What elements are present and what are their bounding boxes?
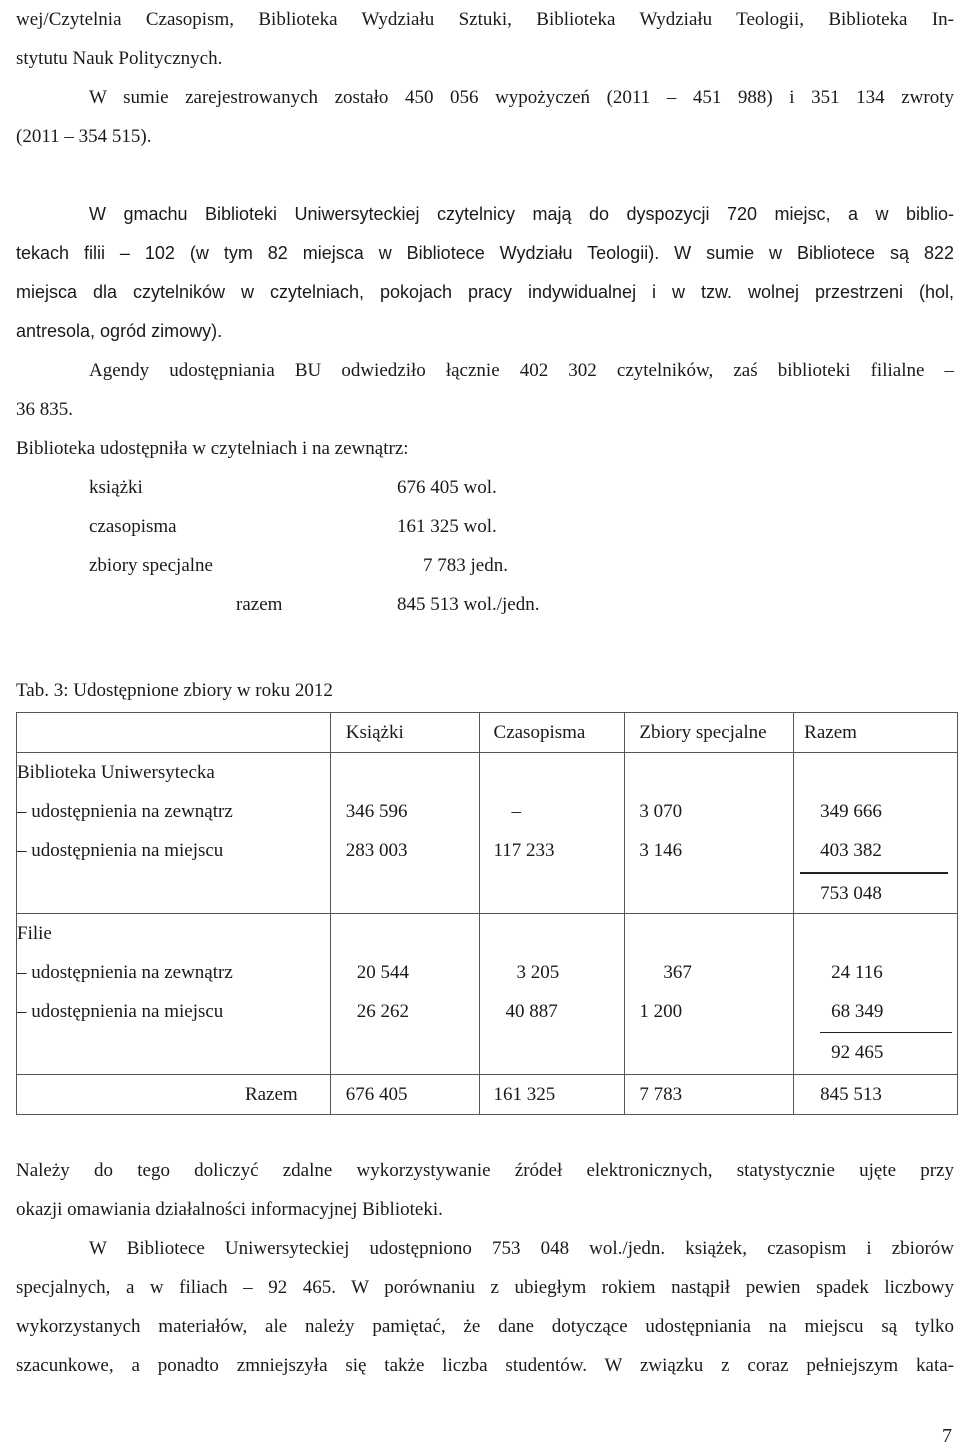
seats-line: tekach filii – 102 (w tym 82 miejsca w Bibliotece Wydziału Teologii). W sumie w Bibliotece są 822 [16,243,954,263]
section-label-cell [17,753,331,914]
special-value: 1 200 [639,1001,683,1022]
books-cell [330,914,479,1075]
subtotal-row [794,1031,957,1074]
books-value: 346 596 [345,801,408,822]
row-label: – udostępnienia na miejscu [17,1001,224,1022]
shared-collections-table [16,712,958,1115]
table-header-row [17,713,958,753]
seats-line: W gmachu Biblioteki Uniwersyteckiej czytelnicy mają do dyspozycji 720 miejsc, a w biblio- [89,204,954,224]
shared-item-label: razem [236,594,283,615]
visits-paragraph [16,351,954,429]
grand-total: 845 513 [794,1075,958,1115]
section-label-cell [17,914,331,1075]
periodicals-value: 40 887 [505,1001,558,1022]
outro-line: Należy do tego doliczyć zdalne wykorzystywanie źródeł elektronicznych, statystycznie ujęte przy [16,1160,954,1181]
special-value: 3 146 [639,840,683,861]
final-line: szacunkowe, a ponadto zmniejszyła się także liczba studentów. W związku z coraz pełniejszym kata- [16,1355,954,1376]
shared-item-value: 161 325 wol. [397,516,497,537]
header-cell: Czasopisma [479,713,625,753]
shared-item-value: 845 513 wol./jedn. [397,594,540,615]
shared-item-label: książki [89,477,143,498]
intro-line: stytutu Nauk Politycznych. [16,48,223,69]
outro-paragraph [16,1151,954,1229]
special-cell [625,753,794,914]
intro-line: wej/Czytelnia Czasopism, Biblioteka Wydziału Sztuki, Biblioteka Wydziału Teologii, Biblioteka In- [16,9,954,30]
header-cell: Książki [330,713,479,753]
header-cell: Razem [794,713,958,753]
total-cell [794,914,958,1075]
outro-line: okazji omawiania działalności informacyjnej Biblioteki. [16,1199,443,1220]
books-total: 676 405 [330,1075,479,1115]
shared-list [16,468,954,624]
final-line: wykorzystanych materiałów, ale należy pamiętać, że dane dotyczące udostępniania na miejscu są tylko [16,1316,954,1337]
header-cell: Zbiory specjalne [625,713,794,753]
subtotal-row [794,870,957,913]
periodicals-cell [479,914,625,1075]
row-label: – udostępnienia na zewnątrz [17,801,233,822]
loans-line: (2011 – 354 515). [16,126,152,147]
row-label: – udostępnienia na miejscu [17,840,224,861]
periodicals-value: 117 233 [493,840,555,861]
shared-item-value: 7 783 jedn. [423,555,508,576]
shared-item [16,468,954,507]
section-title: Biblioteka Uniwersytecka [17,762,215,783]
special-value: 3 070 [639,801,683,822]
blank-line [16,156,954,195]
section-title: Filie [17,923,52,944]
shared-item [16,546,954,585]
periodicals-value: 3 205 [516,962,560,983]
books-value: 283 003 [345,840,408,861]
row-label: – udostępnienia na zewnątrz [17,962,233,983]
total-value: 403 382 [820,840,882,861]
table-section-filie [17,914,958,1075]
books-value: 26 262 [356,1001,409,1022]
visits-line: Agendy udostępniania BU odwiedziło łącznie 402 302 czytelników, zaś biblioteki filialne – [89,360,954,381]
header-cell-empty [17,713,331,753]
periodicals-total: 161 325 [479,1075,625,1115]
table-section-bu [17,753,958,914]
subtotal-value: 753 048 [820,883,882,904]
final-line: W Bibliotece Uniwersyteckiej udostępniono 753 048 wol./jedn. książek, czasopism i zbiorów [89,1238,954,1259]
intro-paragraph [16,0,954,78]
special-cell [625,914,794,1075]
total-value: 68 349 [831,1001,884,1022]
shared-intro: Biblioteka udostępniła w czytelniach i na zewnątrz: [16,438,409,459]
loans-line: W sumie zarejestrowanych zostało 450 056 wypożyczeń (2011 – 451 988) i 351 134 zwroty [89,87,954,108]
visits-line: 36 835. [16,399,73,420]
books-value: 20 544 [356,962,409,983]
periodicals-cell [479,753,625,914]
table-caption: Tab. 3: Udostępnione zbiory w roku 2012 [16,680,333,701]
total-value: 24 116 [831,962,883,983]
shared-item-label: czasopisma [89,516,177,537]
total-label: Razem [17,1075,331,1115]
total-cell [794,753,958,914]
table-total-row [17,1075,958,1115]
shared-item-total [16,585,954,624]
shared-item-value: 676 405 wol. [397,477,497,498]
subtotal-value: 92 465 [831,1042,884,1063]
total-value: 349 666 [820,801,882,822]
loans-paragraph [16,78,954,156]
final-paragraph [16,1229,954,1385]
shared-item-label: zbiory specjalne [89,555,213,576]
special-total: 7 783 [625,1075,794,1115]
shared-item [16,507,954,546]
seats-paragraph [16,195,954,351]
seats-line: miejsca dla czytelników w czytelniach, pokojach pracy indywidualnej i w tzw. wolnej przestrzeni (hol, [16,282,954,302]
final-line: specjalnych, a w filiach – 92 465. W porównaniu z ubiegłym rokiem nastąpił pewien spadek liczbowy [16,1277,954,1298]
page-number: 7 [942,1425,952,1447]
periodicals-value: – [511,801,522,822]
seats-line: antresola, ogród zimowy). [16,321,223,341]
books-cell [330,753,479,914]
special-value: 367 [663,962,692,983]
